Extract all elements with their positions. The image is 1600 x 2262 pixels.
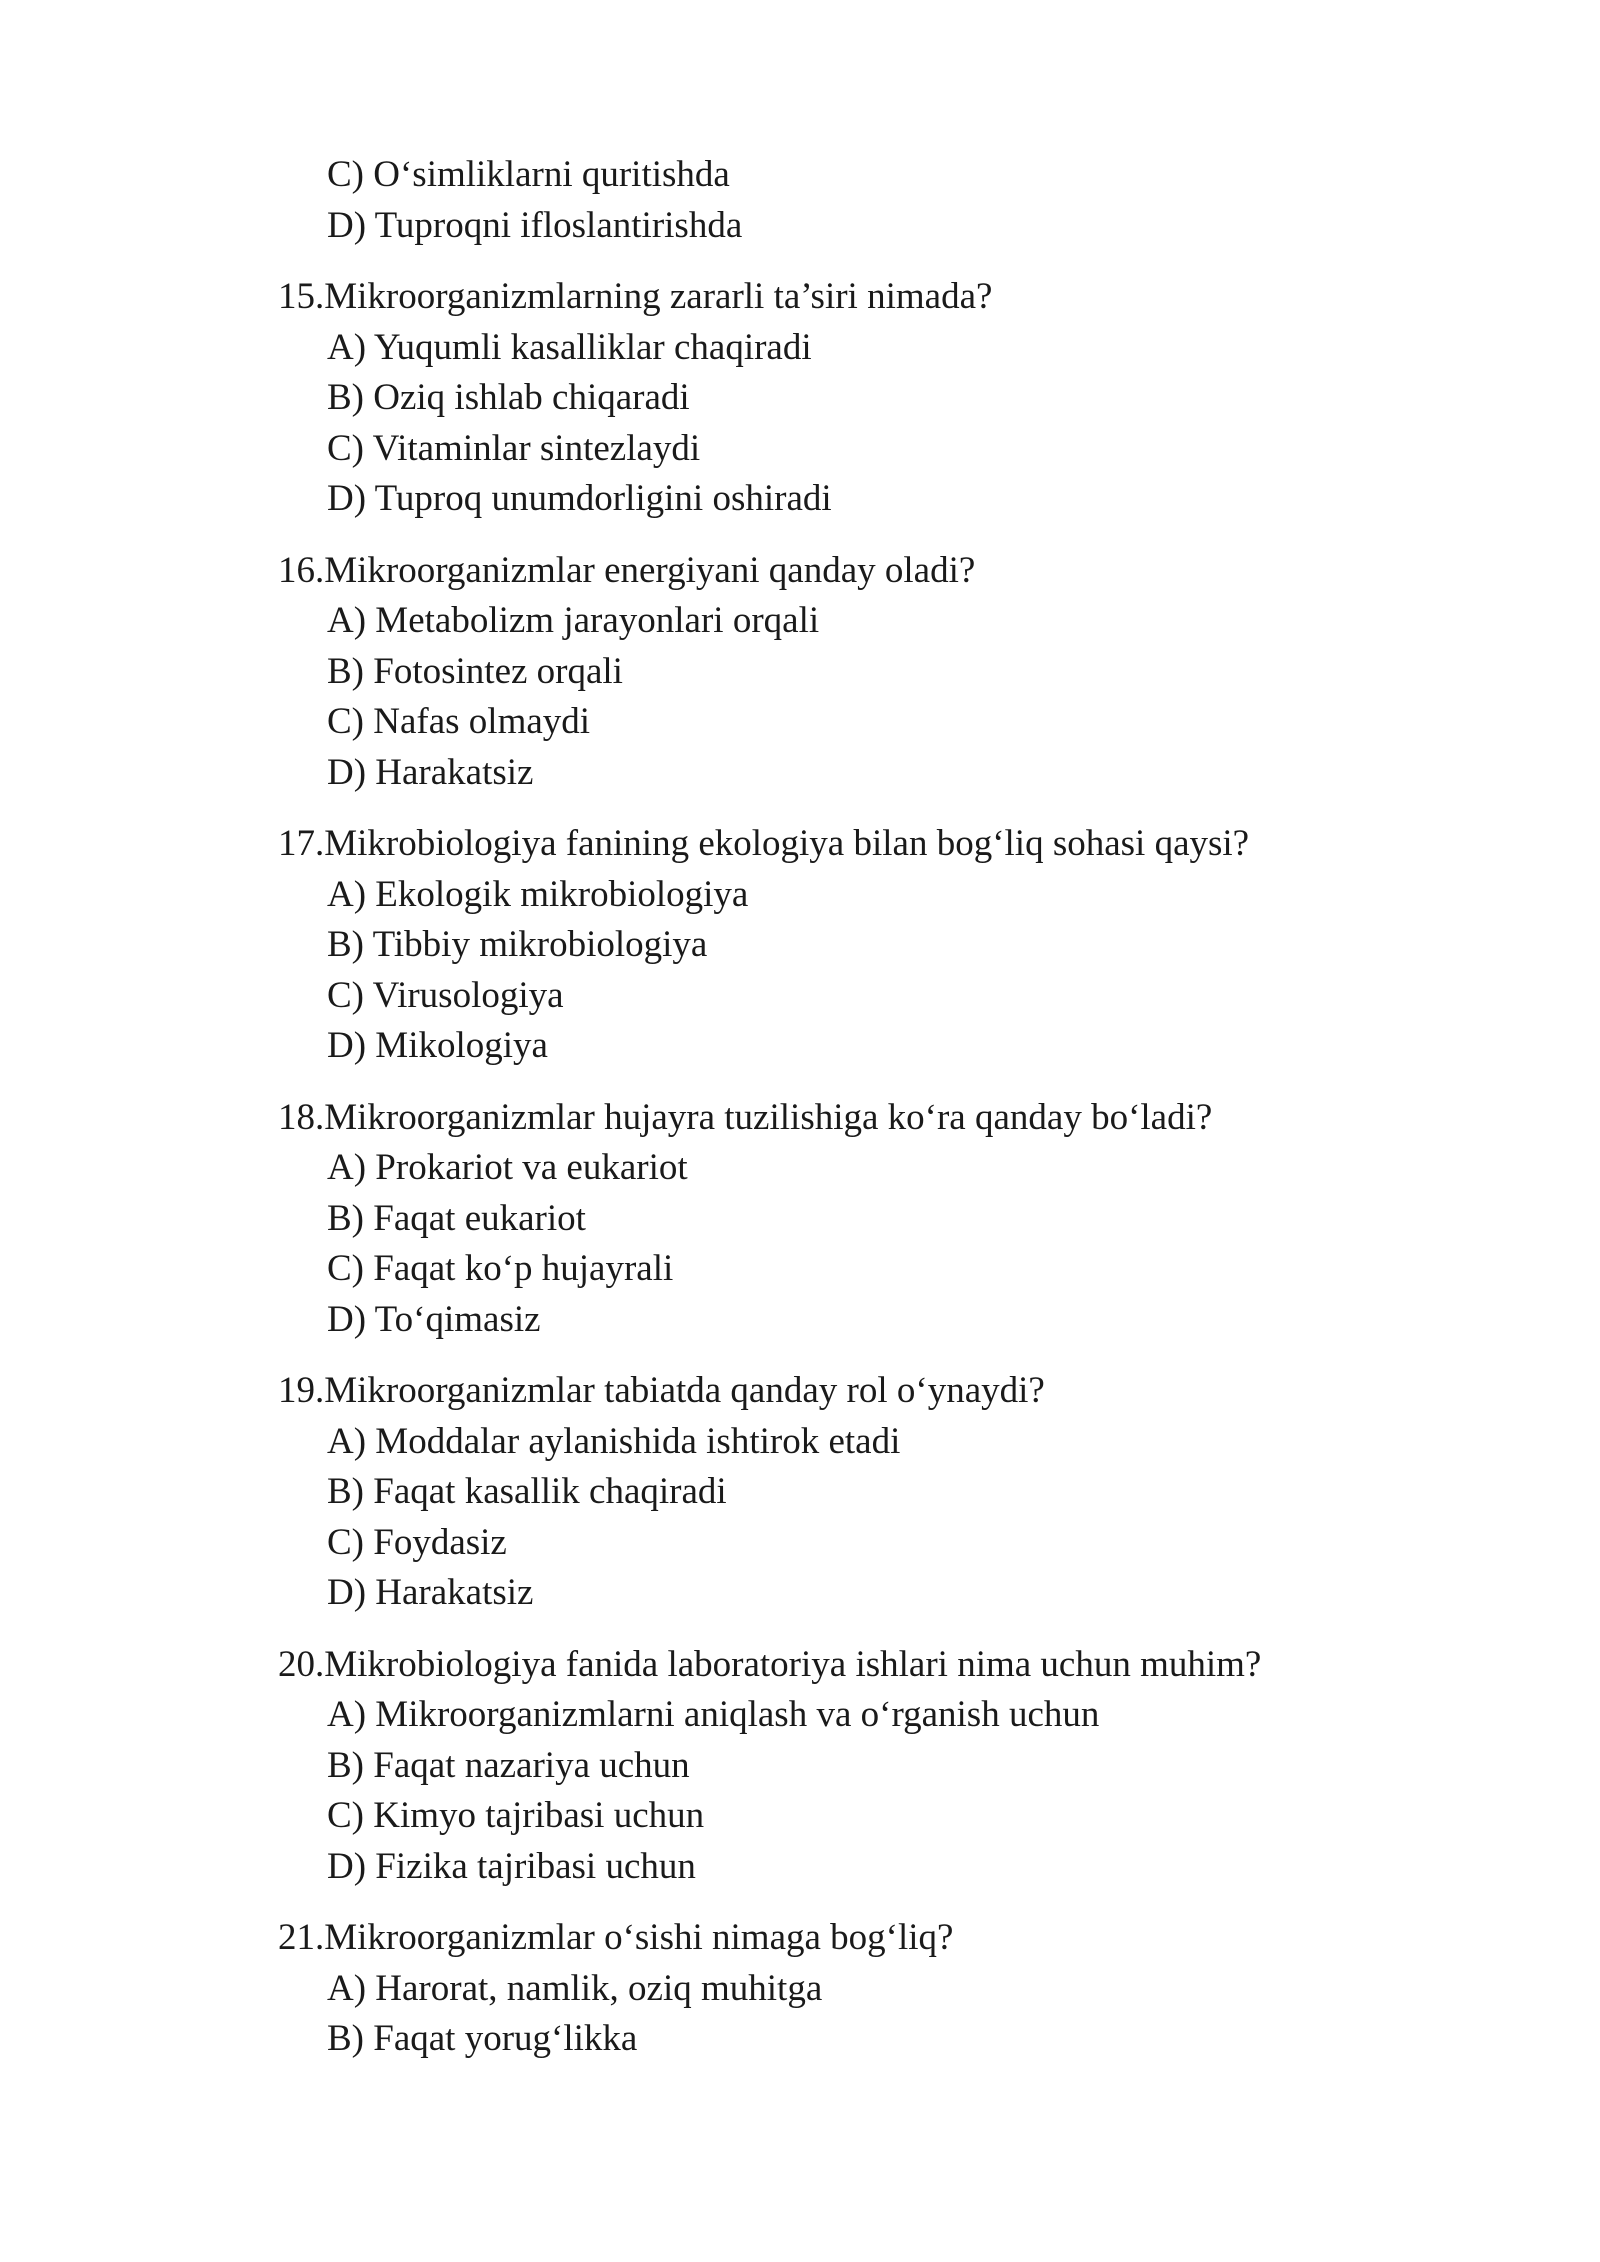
- answer-option-b: B) Faqat yorug‘likka: [327, 2018, 638, 2059]
- question-number: 18.: [278, 1096, 325, 1138]
- answer-option-c: C) Faqat ko‘p hujayrali: [327, 1248, 674, 1289]
- question-text: [0, 272, 1600, 323]
- answer-option-c: C) Kimyo tajribasi uchun: [327, 1795, 705, 1836]
- question-text: [0, 1640, 1600, 1691]
- answer-option-d: D) Harakatsiz: [327, 751, 534, 793]
- answer-option-b: B) Oziq ishlab chiqaradi: [327, 377, 690, 418]
- answer-option-b: B) Faqat nazariya uchun: [327, 1744, 690, 1786]
- question-number: 16.: [278, 549, 325, 591]
- answer-option-b: B) Fotosintez orqali: [327, 650, 623, 692]
- question-stem: Mikroorganizmlar tabiatda qanday rol o‘ynaydi?: [324, 1370, 1045, 1411]
- question-number: 19.: [278, 1370, 325, 1411]
- answer-option-d: D) Harakatsiz: [327, 1572, 534, 1613]
- question-text: [0, 1093, 1600, 1144]
- answer-option-a: A) Harorat, namlik, oziq muhitga: [327, 1967, 823, 2009]
- answer-option-d: D) To‘qimasiz: [327, 1298, 541, 1340]
- answer-option-c: C) Vitaminlar sintezlaydi: [327, 427, 701, 469]
- question-16: [0, 546, 1600, 799]
- question-15: [0, 272, 1600, 525]
- question-stem: Mikroorganizmlar hujayra tuzilishiga ko‘ra qanday bo‘ladi?: [324, 1096, 1213, 1138]
- answer-option-d: D) Fizika tajribasi uchun: [327, 1845, 696, 1887]
- question-stem: Mikroorganizmlarning zararli ta’siri nimada?: [324, 276, 993, 317]
- answer-option-b: B) Tibbiy mikrobiologiya: [327, 924, 708, 965]
- question-text: [0, 546, 1600, 597]
- question-17: [0, 819, 1600, 1072]
- answer-option-b: B) Faqat kasallik chaqiradi: [327, 1471, 727, 1512]
- answer-option-a: A) Ekologik mikrobiologiya: [327, 873, 749, 915]
- question-number: 15.: [278, 276, 325, 317]
- answer-option-a: A) Metabolizm jarayonlari orqali: [327, 600, 820, 641]
- quiz-content: [0, 150, 1600, 2065]
- question-stem: Mikrobiologiya fanida laboratoriya ishlari nima uchun muhim?: [324, 1643, 1262, 1685]
- question-text: [0, 1913, 1600, 1964]
- question-text: [0, 1366, 1600, 1417]
- question-19: [0, 1366, 1600, 1619]
- answer-option-c: C) Foydasiz: [327, 1521, 507, 1563]
- answer-option-d: D) Mikologiya: [327, 1025, 548, 1066]
- question-stem: Mikrobiologiya fanining ekologiya bilan bog‘liq sohasi qaysi?: [324, 823, 1250, 864]
- question-14-continuation: [0, 150, 1600, 251]
- answer-option-d: D) Tuproqni ifloslantirishda: [327, 204, 743, 246]
- question-number: 21.: [278, 1917, 325, 1958]
- answer-option-a: A) Yuqumli kasalliklar chaqiradi: [327, 326, 812, 368]
- question-number: 17.: [278, 823, 325, 864]
- answer-option-c: C) O‘simliklarni quritishda: [327, 154, 730, 195]
- answer-option-a: A) Prokariot va eukariot: [327, 1147, 688, 1188]
- answer-option-d: D) Tuproq unumdorligini oshiradi: [327, 478, 832, 519]
- question-21: [0, 1913, 1600, 2065]
- question-20: [0, 1640, 1600, 1893]
- answer-option-a: A) Moddalar aylanishida ishtirok etadi: [327, 1420, 901, 1462]
- answer-option-b: B) Faqat eukariot: [327, 1197, 586, 1239]
- question-number: 20.: [278, 1643, 325, 1685]
- answer-option-c: C) Virusologiya: [327, 974, 564, 1016]
- question-stem: Mikroorganizmlar o‘sishi nimaga bog‘liq?: [324, 1917, 954, 1958]
- question-text: [0, 819, 1600, 870]
- answer-option-c: C) Nafas olmaydi: [327, 701, 591, 742]
- question-stem: Mikroorganizmlar energiyani qanday oladi?: [324, 549, 976, 591]
- question-18: [0, 1093, 1600, 1346]
- answer-option-a: A) Mikroorganizmlarni aniqlash va o‘rganish uchun: [327, 1694, 1100, 1735]
